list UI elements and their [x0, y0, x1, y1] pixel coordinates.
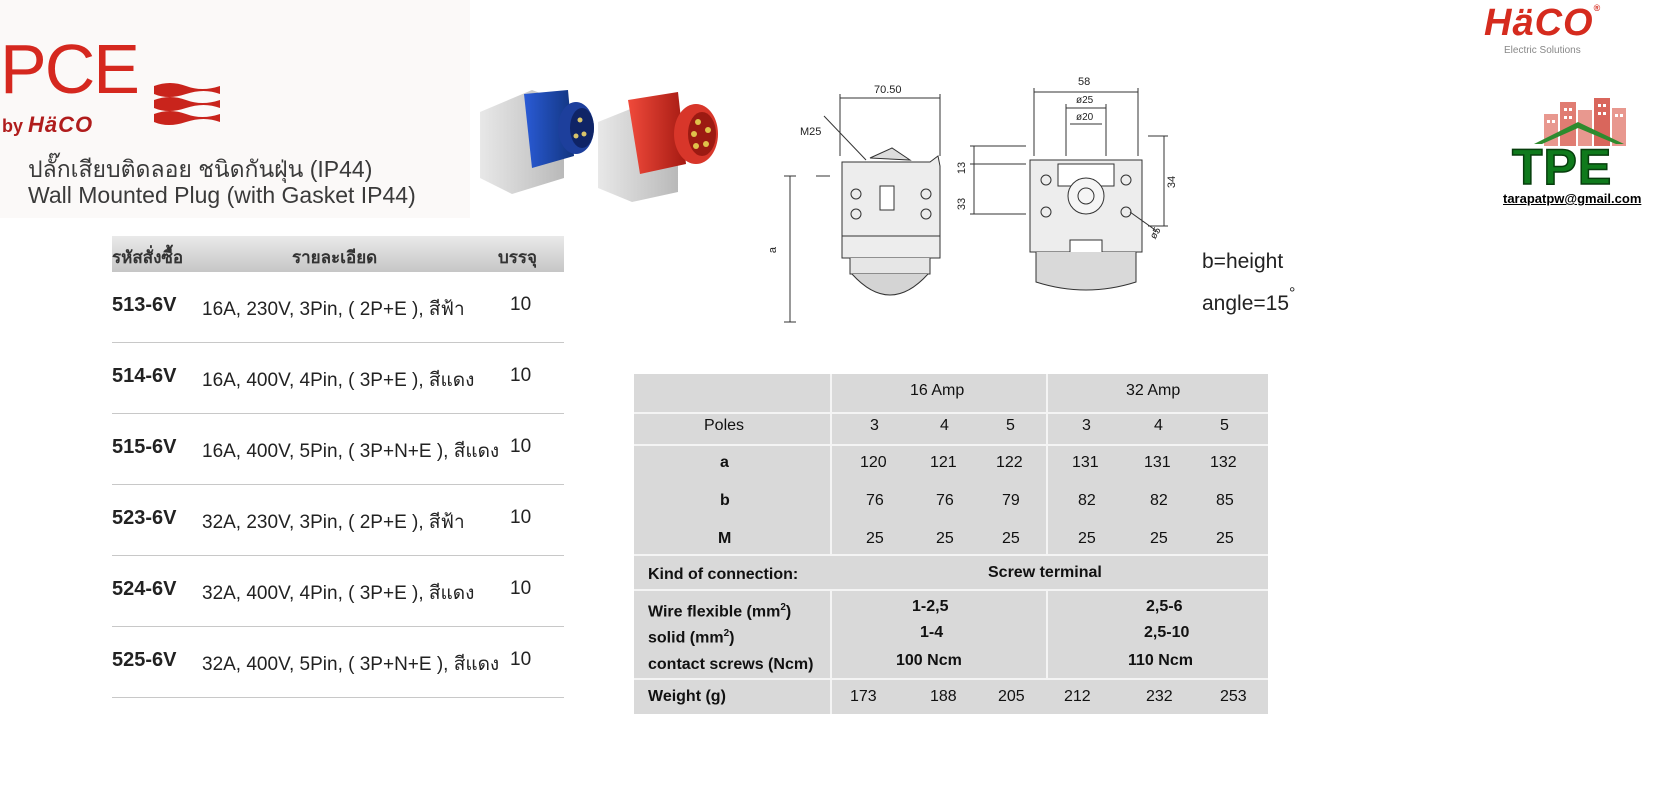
header-pack: บรรจุ	[498, 248, 538, 267]
flag-stripes-icon	[152, 80, 222, 128]
by-haco-logo	[2, 112, 93, 138]
haco-logo	[1484, 4, 1601, 42]
haco-tagline: Electric Solutions	[1504, 45, 1581, 56]
pole-value: 3	[870, 417, 879, 434]
close-paren: )	[729, 629, 735, 647]
pce-logo: PCE	[0, 30, 138, 108]
cell-b: 76	[866, 492, 884, 509]
order-desc: 32A, 230V, 3Pin, ( 2P+E ), สีฟ้า	[202, 512, 465, 533]
cell-b: 79	[1002, 492, 1020, 509]
dim-thread: M25	[800, 126, 822, 138]
title-thai: ปลั๊กเสียบติดลอย ชนิดกันฝุ่น (IP44)	[28, 156, 373, 182]
title-english: Wall Mounted Plug (with Gasket IP44)	[28, 182, 416, 208]
dim-side-width: 70.50	[874, 84, 902, 96]
table-row	[112, 272, 564, 343]
row-label-m: M	[718, 530, 732, 547]
solid-label	[648, 628, 734, 647]
row-label-a: a	[720, 454, 729, 471]
order-qty: 10	[510, 578, 532, 599]
note-b-height: b=height	[1202, 250, 1284, 273]
table-row	[112, 485, 564, 556]
superscript-2: 2	[780, 602, 786, 613]
header-order-code: รหัสสั่งซื้อ	[112, 248, 184, 267]
poles-label: Poles	[704, 417, 745, 434]
cell-a: 121	[930, 454, 957, 471]
cell-m: 25	[1078, 530, 1096, 547]
order-table	[112, 236, 564, 698]
note-angle	[1202, 285, 1296, 316]
order-code: 523-6V	[112, 507, 177, 529]
order-qty: 10	[510, 294, 532, 315]
dim-h13: 13	[956, 161, 969, 175]
degree-symbol: °	[1289, 285, 1296, 302]
table-row	[112, 556, 564, 627]
weight-value: 253	[1220, 688, 1247, 705]
spec-table	[634, 374, 1268, 714]
note-angle-text: angle=15	[1202, 292, 1290, 315]
cell-b: 76	[936, 492, 954, 509]
tpe-logo-text: TPE	[1512, 139, 1613, 195]
pole-value: 4	[1154, 417, 1163, 434]
weight-label: Weight (g)	[648, 688, 726, 705]
cell-m: 25	[936, 530, 954, 547]
table-row	[112, 627, 564, 698]
cell-m: 25	[1150, 530, 1168, 547]
pole-value: 5	[1006, 417, 1015, 434]
order-desc: 16A, 230V, 3Pin, ( 2P+E ), สีฟ้า	[202, 299, 465, 320]
table-row	[112, 414, 564, 485]
table-row	[112, 343, 564, 414]
dimension-drawing	[767, 76, 1330, 336]
order-code: 525-6V	[112, 649, 177, 671]
wire-flexible-label	[648, 602, 791, 621]
wire-flexible-32: 2,5-6	[1146, 598, 1183, 615]
weight-value: 205	[998, 688, 1025, 705]
pole-value: 3	[1082, 417, 1091, 434]
order-code: 514-6V	[112, 365, 177, 387]
dim-front-width: 58	[1078, 76, 1091, 88]
group-16-amp: 16 Amp	[910, 382, 965, 399]
pole-value: 4	[940, 417, 949, 434]
cell-a: 131	[1072, 454, 1099, 471]
order-desc: 16A, 400V, 5Pin, ( 3P+N+E ), สีแดง	[202, 441, 500, 462]
dim-dia-outer: ø25	[1076, 95, 1094, 106]
order-qty: 10	[510, 365, 532, 386]
row-label-b: b	[720, 492, 730, 509]
wire-flexible-16: 1-2,5	[912, 598, 949, 615]
cell-m: 25	[866, 530, 884, 547]
cell-a: 122	[996, 454, 1023, 471]
order-desc: 32A, 400V, 4Pin, ( 3P+E ), สีแดง	[202, 583, 475, 604]
cell-m: 25	[1002, 530, 1020, 547]
cell-b: 85	[1216, 492, 1234, 509]
header-details: รายละเอียด	[292, 248, 378, 267]
registered-mark: ®	[1593, 3, 1602, 13]
pole-value: 5	[1220, 417, 1229, 434]
cell-b: 82	[1078, 492, 1096, 509]
dim-h34: 34	[1166, 175, 1179, 189]
order-code: 524-6V	[112, 578, 177, 600]
cell-a: 132	[1210, 454, 1237, 471]
contact-label: contact screws (Ncm)	[648, 656, 814, 673]
order-qty: 10	[510, 436, 532, 457]
solid-text: solid (mm	[648, 629, 724, 647]
solid-16: 1-4	[920, 624, 944, 641]
email-link[interactable]: tarapatpw@gmail.com	[1503, 191, 1642, 206]
group-32-amp: 32 Amp	[1126, 382, 1181, 399]
dim-dia-inner: ø20	[1076, 112, 1094, 123]
dim-h33: 33	[956, 197, 969, 211]
order-qty: 10	[510, 507, 532, 528]
dim-a: a	[767, 246, 780, 254]
order-desc: 32A, 400V, 5Pin, ( 3P+N+E ), สีแดง	[202, 654, 500, 675]
weight-value: 232	[1146, 688, 1173, 705]
brand-header	[0, 0, 470, 218]
close-paren: )	[785, 603, 792, 621]
contact-16: 100 Ncm	[896, 652, 962, 669]
dim-hole: ø5	[1148, 225, 1164, 242]
solid-32: 2,5-10	[1144, 624, 1190, 641]
weight-value: 212	[1064, 688, 1091, 705]
connection-label: Kind of connection:	[648, 566, 799, 583]
order-table-header	[112, 236, 564, 272]
haco-logo-text: HäCO	[1484, 2, 1594, 44]
wire-flexible-text: Wire flexible (mm	[648, 603, 781, 621]
order-desc: 16A, 400V, 4Pin, ( 3P+E ), สีแดง	[202, 370, 475, 391]
product-plug-image	[472, 82, 744, 204]
haco-small-text: HäCO	[28, 112, 94, 137]
connection-value: Screw terminal	[988, 564, 1102, 581]
superscript-2: 2	[723, 628, 730, 639]
order-code: 515-6V	[112, 436, 177, 458]
cell-a: 120	[860, 454, 887, 471]
weight-value: 173	[850, 688, 877, 705]
by-text: by	[2, 116, 24, 136]
order-code: 513-6V	[112, 294, 177, 316]
contact-32: 110 Ncm	[1128, 652, 1193, 669]
cell-a: 131	[1144, 454, 1171, 471]
order-qty: 10	[510, 649, 532, 670]
cell-b: 82	[1150, 492, 1168, 509]
cell-m: 25	[1216, 530, 1234, 547]
weight-value: 188	[930, 688, 957, 705]
